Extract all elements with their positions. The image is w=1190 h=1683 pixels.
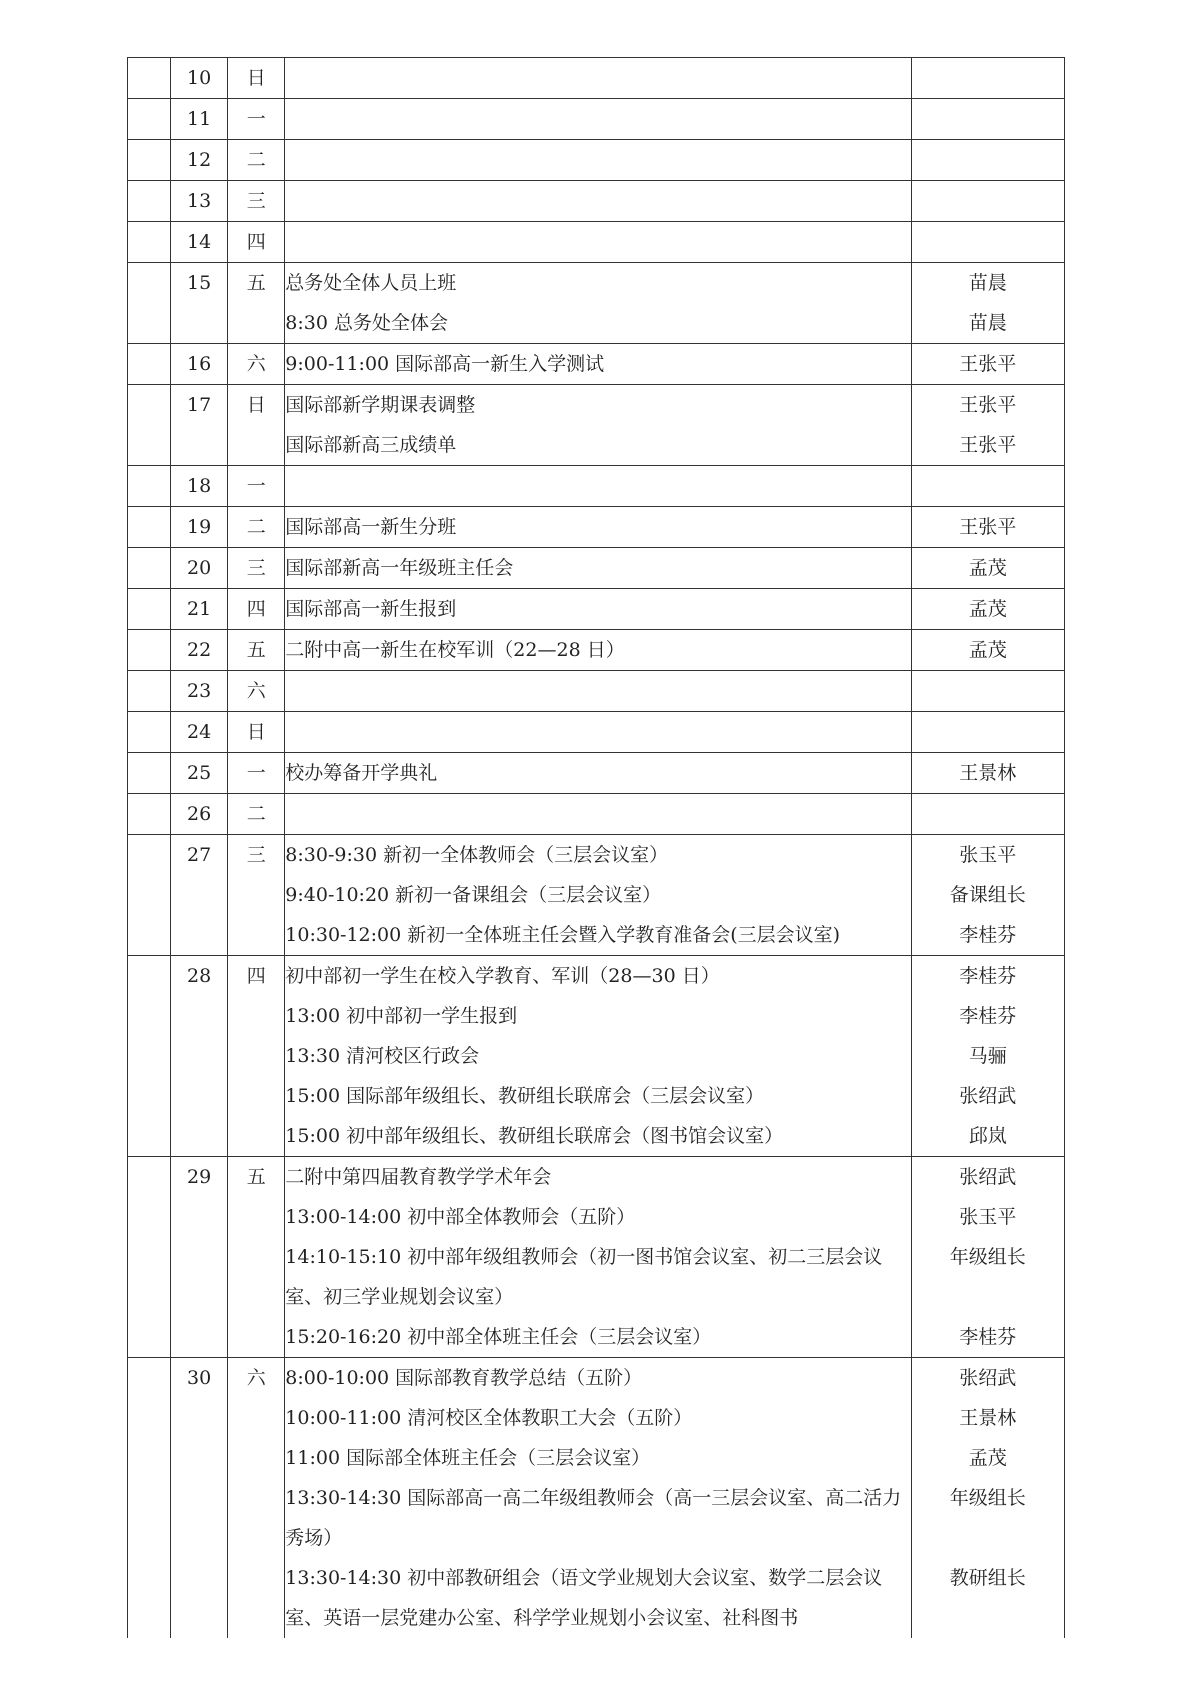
event-line: 国际部新高一年级班主任会 bbox=[285, 557, 514, 579]
event-cell bbox=[285, 507, 911, 548]
person-cell bbox=[911, 671, 1064, 712]
event-line: 校办筹备开学典礼 bbox=[285, 762, 438, 784]
event-line: 13:30-14:30 国际部高一高二年级组教师会（高一三层会议室、高二活力秀场） bbox=[285, 1487, 902, 1549]
day-cell: 28 bbox=[171, 956, 228, 1157]
event-line: 13:30 清河校区行政会 bbox=[285, 1045, 480, 1067]
day-cell: 11 bbox=[171, 99, 228, 140]
day-cell: 10 bbox=[171, 58, 228, 99]
weekday-cell: 日 bbox=[228, 58, 285, 99]
person-line: 李桂芬 bbox=[959, 1005, 1017, 1027]
person-line: 张绍武 bbox=[959, 1166, 1017, 1188]
event-cell bbox=[285, 753, 911, 794]
weekday-cell: 日 bbox=[228, 712, 285, 753]
event-line: 8:30 总务处全体会 bbox=[285, 312, 449, 334]
person-line bbox=[912, 1277, 1064, 1317]
event-line: 二附中第四届教育教学学术年会 bbox=[285, 1166, 552, 1188]
weekday-cell: 三 bbox=[228, 181, 285, 222]
schedule-row bbox=[128, 794, 1065, 835]
event-line: 国际部高一新生分班 bbox=[285, 516, 457, 538]
person-cell bbox=[911, 630, 1064, 671]
event-cell bbox=[285, 385, 911, 466]
schedule-row bbox=[128, 99, 1065, 140]
person-cell bbox=[911, 344, 1064, 385]
schedule-row bbox=[128, 956, 1065, 1157]
event-line: 国际部新高三成绩单 bbox=[285, 434, 457, 456]
blank-cell bbox=[128, 753, 171, 794]
person-line: 年级组长 bbox=[949, 1487, 1026, 1509]
event-cell bbox=[285, 712, 911, 753]
weekday-cell: 六 bbox=[228, 1358, 285, 1639]
person-cell bbox=[911, 712, 1064, 753]
person-line: 李桂芬 bbox=[959, 1326, 1017, 1348]
event-cell bbox=[285, 58, 911, 99]
blank-cell bbox=[128, 712, 171, 753]
empty-line bbox=[285, 58, 910, 98]
schedule-row bbox=[128, 1157, 1065, 1358]
event-line: 14:10-15:10 初中部年级组教师会（初一图书馆会议室、初二三层会议室、初三学业规划会议室） bbox=[285, 1246, 883, 1308]
schedule-row bbox=[128, 263, 1065, 344]
schedule-body bbox=[128, 58, 1065, 1639]
event-cell bbox=[285, 589, 911, 630]
schedule-row bbox=[128, 630, 1065, 671]
blank-cell bbox=[128, 385, 171, 466]
blank-cell bbox=[128, 344, 171, 385]
event-line: 13:00-14:00 初中部全体教师会（五阶） bbox=[285, 1206, 636, 1228]
schedule-row bbox=[128, 385, 1065, 466]
person-cell bbox=[911, 753, 1064, 794]
event-cell bbox=[285, 263, 911, 344]
schedule-row bbox=[128, 671, 1065, 712]
event-cell bbox=[285, 466, 911, 507]
event-line: 10:00-11:00 清河校区全体教职工大会（五阶） bbox=[285, 1407, 693, 1429]
weekday-cell: 一 bbox=[228, 753, 285, 794]
event-cell bbox=[285, 140, 911, 181]
person-line: 张玉平 bbox=[959, 844, 1017, 866]
event-cell bbox=[285, 1157, 911, 1358]
day-cell: 13 bbox=[171, 181, 228, 222]
schedule-row bbox=[128, 466, 1065, 507]
empty-line bbox=[912, 671, 1064, 711]
event-cell bbox=[285, 1358, 911, 1639]
person-cell bbox=[911, 835, 1064, 956]
weekday-cell: 一 bbox=[228, 99, 285, 140]
day-cell: 21 bbox=[171, 589, 228, 630]
blank-cell bbox=[128, 222, 171, 263]
schedule-row bbox=[128, 344, 1065, 385]
event-cell bbox=[285, 181, 911, 222]
event-cell bbox=[285, 671, 911, 712]
empty-line bbox=[912, 466, 1064, 506]
blank-cell bbox=[128, 507, 171, 548]
empty-line bbox=[285, 140, 910, 180]
person-line: 孟茂 bbox=[968, 1447, 1007, 1469]
empty-line bbox=[912, 58, 1064, 98]
person-line: 孟茂 bbox=[968, 598, 1007, 620]
empty-line bbox=[285, 794, 910, 834]
event-cell bbox=[285, 99, 911, 140]
day-cell: 23 bbox=[171, 671, 228, 712]
person-line: 马骊 bbox=[968, 1045, 1007, 1067]
blank-cell bbox=[128, 630, 171, 671]
blank-cell bbox=[128, 99, 171, 140]
person-line: 李桂芬 bbox=[959, 965, 1017, 987]
event-line: 15:00 初中部年级组长、教研组长联席会（图书馆会议室） bbox=[285, 1125, 784, 1147]
empty-line bbox=[912, 140, 1064, 180]
person-cell bbox=[911, 385, 1064, 466]
person-line: 年级组长 bbox=[949, 1246, 1026, 1268]
schedule-table bbox=[127, 57, 1065, 1638]
weekday-cell: 五 bbox=[228, 263, 285, 344]
schedule-row bbox=[128, 589, 1065, 630]
day-cell: 27 bbox=[171, 835, 228, 956]
schedule-row bbox=[128, 835, 1065, 956]
blank-cell bbox=[128, 1157, 171, 1358]
event-cell bbox=[285, 548, 911, 589]
person-cell bbox=[911, 1157, 1064, 1358]
day-cell: 22 bbox=[171, 630, 228, 671]
schedule-row bbox=[128, 507, 1065, 548]
empty-line bbox=[285, 99, 910, 139]
schedule-row bbox=[128, 222, 1065, 263]
blank-cell bbox=[128, 794, 171, 835]
day-cell: 20 bbox=[171, 548, 228, 589]
person-cell bbox=[911, 263, 1064, 344]
event-line: 15:00 国际部年级组长、教研组长联席会（三层会议室） bbox=[285, 1085, 765, 1107]
schedule-row bbox=[128, 181, 1065, 222]
person-cell bbox=[911, 507, 1064, 548]
person-cell bbox=[911, 589, 1064, 630]
empty-line bbox=[285, 466, 910, 506]
empty-line bbox=[912, 794, 1064, 834]
schedule-row bbox=[128, 1358, 1065, 1639]
blank-cell bbox=[128, 263, 171, 344]
person-line: 李桂芬 bbox=[959, 924, 1017, 946]
person-cell bbox=[911, 58, 1064, 99]
blank-cell bbox=[128, 548, 171, 589]
weekday-cell: 二 bbox=[228, 507, 285, 548]
event-line: 13:30-14:30 初中部教研组会（语文学业规划大会议室、数学二层会议室、英语一层党建办公室、科学学业规划小会议室、社科图书 bbox=[285, 1567, 883, 1629]
person-line: 邱岚 bbox=[968, 1125, 1007, 1147]
weekday-cell: 六 bbox=[228, 344, 285, 385]
person-cell bbox=[911, 181, 1064, 222]
day-cell: 25 bbox=[171, 753, 228, 794]
blank-cell bbox=[128, 140, 171, 181]
event-cell bbox=[285, 956, 911, 1157]
person-line: 王张平 bbox=[959, 516, 1017, 538]
person-line: 备课组长 bbox=[949, 884, 1026, 906]
blank-cell bbox=[128, 956, 171, 1157]
event-line: 总务处全体人员上班 bbox=[285, 272, 457, 294]
blank-cell bbox=[128, 466, 171, 507]
schedule-row bbox=[128, 548, 1065, 589]
person-line: 孟茂 bbox=[968, 557, 1007, 579]
event-line: 13:00 初中部初一学生报到 bbox=[285, 1005, 518, 1027]
person-line: 苗晨 bbox=[968, 312, 1007, 334]
empty-line bbox=[912, 222, 1064, 262]
day-cell: 17 bbox=[171, 385, 228, 466]
event-line: 国际部高一新生报到 bbox=[285, 598, 457, 620]
schedule-row bbox=[128, 58, 1065, 99]
weekday-cell: 五 bbox=[228, 1157, 285, 1358]
person-line bbox=[912, 1518, 1064, 1558]
weekday-cell: 一 bbox=[228, 466, 285, 507]
weekday-cell: 四 bbox=[228, 589, 285, 630]
day-cell: 29 bbox=[171, 1157, 228, 1358]
empty-line bbox=[912, 712, 1064, 752]
person-line: 王张平 bbox=[959, 353, 1017, 375]
empty-line bbox=[285, 671, 910, 711]
weekday-cell: 五 bbox=[228, 630, 285, 671]
weekday-cell: 二 bbox=[228, 140, 285, 181]
blank-cell bbox=[128, 1358, 171, 1639]
event-line: 8:00-10:00 国际部教育教学总结（五阶） bbox=[285, 1367, 643, 1389]
event-line: 15:20-16:20 初中部全体班主任会（三层会议室） bbox=[285, 1326, 712, 1348]
empty-line bbox=[912, 181, 1064, 221]
day-cell: 19 bbox=[171, 507, 228, 548]
person-line: 教研组长 bbox=[949, 1567, 1026, 1589]
event-line: 国际部新学期课表调整 bbox=[285, 394, 476, 416]
blank-cell bbox=[128, 835, 171, 956]
person-line: 王景林 bbox=[959, 1407, 1017, 1429]
person-cell bbox=[911, 1358, 1064, 1639]
weekday-cell: 四 bbox=[228, 956, 285, 1157]
person-cell bbox=[911, 99, 1064, 140]
day-cell: 30 bbox=[171, 1358, 228, 1639]
person-line: 张绍武 bbox=[959, 1085, 1017, 1107]
person-line: 孟茂 bbox=[968, 639, 1007, 661]
event-line: 10:30-12:00 新初一全体班主任会暨入学教育准备会(三层会议室) bbox=[285, 924, 841, 946]
event-cell bbox=[285, 344, 911, 385]
person-line: 王张平 bbox=[959, 394, 1017, 416]
day-cell: 26 bbox=[171, 794, 228, 835]
event-line: 二附中高一新生在校军训（22—28 日） bbox=[285, 639, 625, 661]
person-line: 王张平 bbox=[959, 434, 1017, 456]
day-cell: 24 bbox=[171, 712, 228, 753]
weekday-cell: 四 bbox=[228, 222, 285, 263]
event-line: 8:30-9:30 新初一全体教师会（三层会议室） bbox=[285, 844, 669, 866]
empty-line bbox=[912, 99, 1064, 139]
person-line: 王景林 bbox=[959, 762, 1017, 784]
person-cell bbox=[911, 548, 1064, 589]
blank-cell bbox=[128, 58, 171, 99]
event-line: 初中部初一学生在校入学教育、军训（28—30 日） bbox=[285, 965, 720, 987]
blank-cell bbox=[128, 589, 171, 630]
weekday-cell: 日 bbox=[228, 385, 285, 466]
person-line: 张玉平 bbox=[959, 1206, 1017, 1228]
empty-line bbox=[285, 712, 910, 752]
person-line: 苗晨 bbox=[968, 272, 1007, 294]
blank-cell bbox=[128, 671, 171, 712]
event-cell bbox=[285, 222, 911, 263]
day-cell: 18 bbox=[171, 466, 228, 507]
event-cell bbox=[285, 794, 911, 835]
weekday-cell: 三 bbox=[228, 835, 285, 956]
person-cell bbox=[911, 222, 1064, 263]
day-cell: 12 bbox=[171, 140, 228, 181]
event-cell bbox=[285, 835, 911, 956]
empty-line bbox=[285, 181, 910, 221]
weekday-cell: 二 bbox=[228, 794, 285, 835]
person-cell bbox=[911, 956, 1064, 1157]
person-cell bbox=[911, 794, 1064, 835]
weekday-cell: 六 bbox=[228, 671, 285, 712]
schedule-row bbox=[128, 753, 1065, 794]
weekday-cell: 三 bbox=[228, 548, 285, 589]
event-line: 9:40-10:20 新初一备课组会（三层会议室） bbox=[285, 884, 662, 906]
event-line: 11:00 国际部全体班主任会（三层会议室） bbox=[285, 1447, 651, 1469]
day-cell: 14 bbox=[171, 222, 228, 263]
schedule-row bbox=[128, 712, 1065, 753]
person-line: 张绍武 bbox=[959, 1367, 1017, 1389]
person-cell bbox=[911, 140, 1064, 181]
event-line: 9:00-11:00 国际部高一新生入学测试 bbox=[285, 353, 605, 375]
blank-cell bbox=[128, 181, 171, 222]
person-cell bbox=[911, 466, 1064, 507]
schedule-row bbox=[128, 140, 1065, 181]
day-cell: 16 bbox=[171, 344, 228, 385]
event-cell bbox=[285, 630, 911, 671]
day-cell: 15 bbox=[171, 263, 228, 344]
empty-line bbox=[285, 222, 910, 262]
